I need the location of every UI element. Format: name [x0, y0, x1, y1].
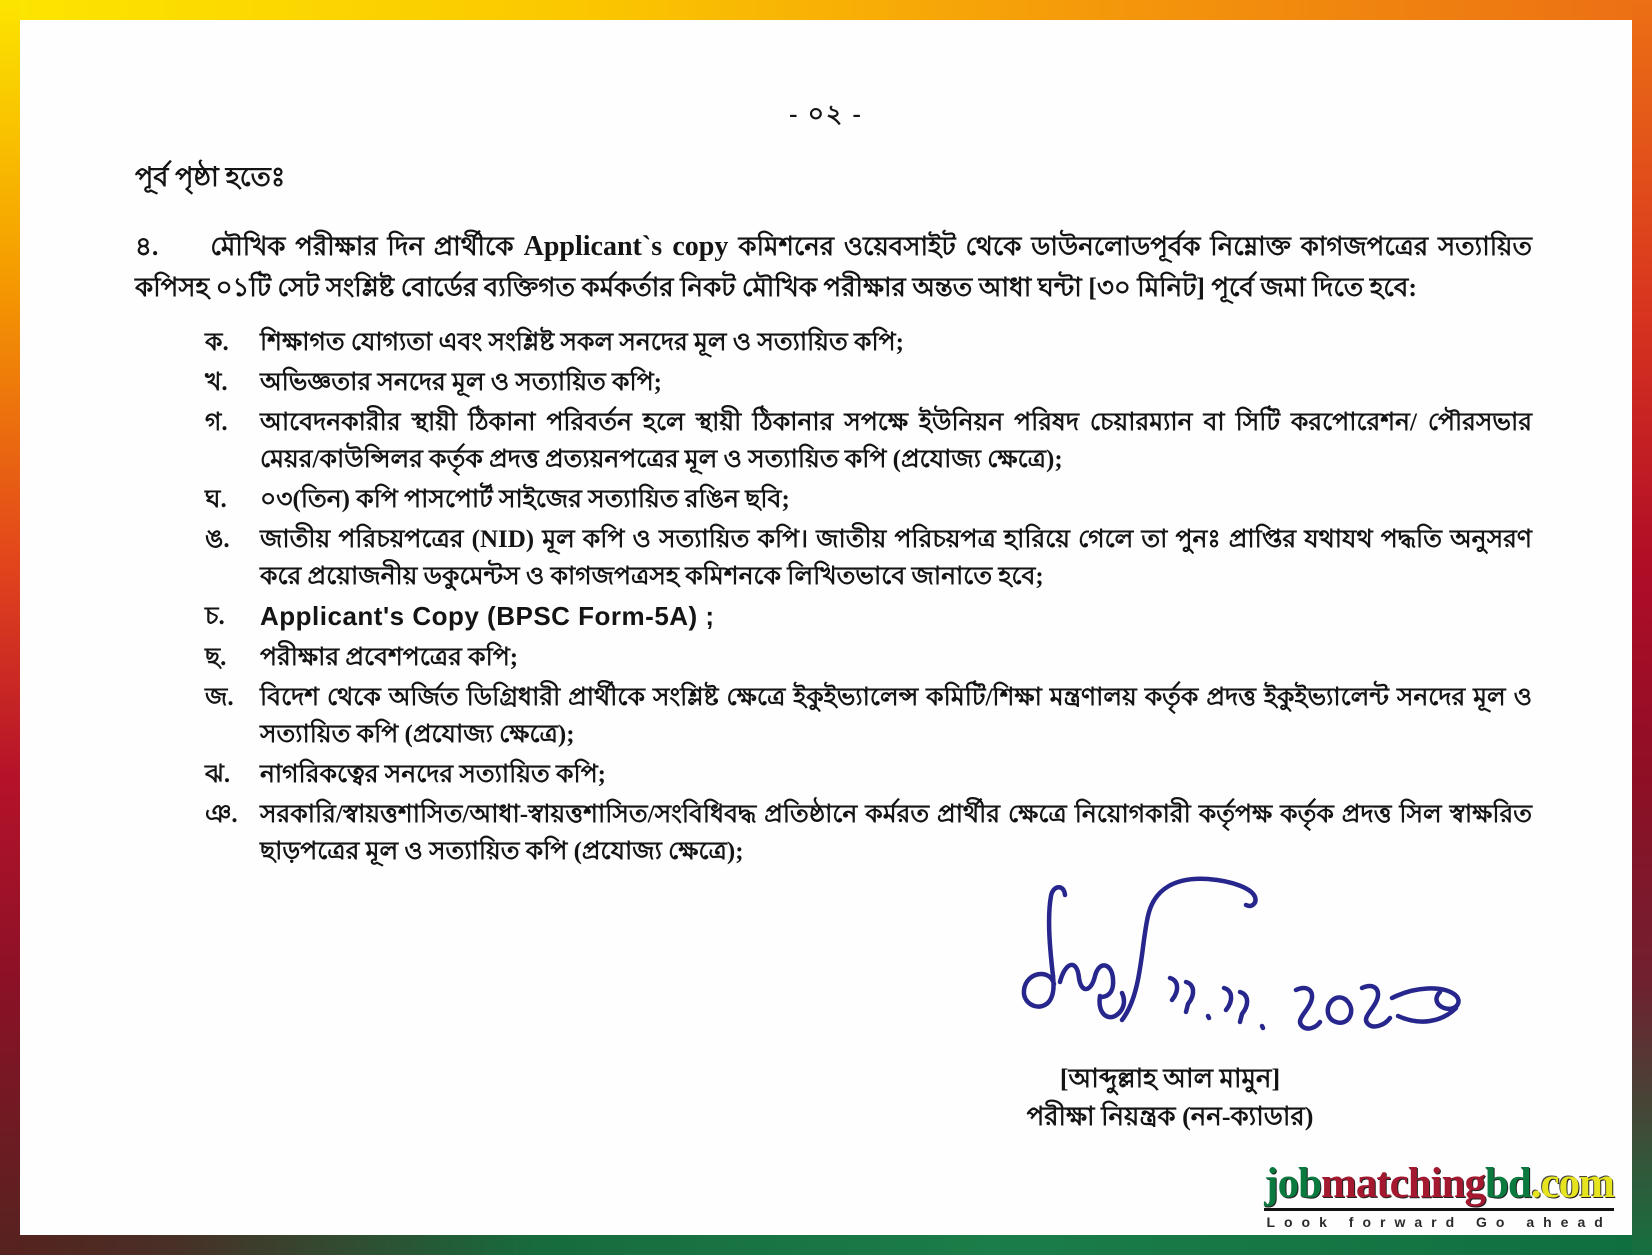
item-label: চ.	[205, 603, 225, 630]
item-label: ঙ.	[205, 526, 230, 553]
signatory-name: [আব্দুল্লাহ আল মামুন]	[1059, 1064, 1281, 1093]
item-label: ঘ.	[205, 486, 227, 513]
item-text: নাগরিকত্বের সনদের সত্যায়িত কপি;	[260, 761, 606, 788]
checklist-item	[135, 679, 1532, 753]
item-text: আবেদনকারীর স্থায়ী ঠিকানা পরিবর্তন হলে স্থায়ী ঠিকানার সপক্ষে ইউনিয়ন পরিষদ চেয়ারম্যান বা সিটি করপোরেশন/ পৌরসভার মেয়র/কাউন্সিলর কর্তৃক প্রদত্ত প্রত্যয়নপত্রের মূল ও সত্যায়িত কপি (প্রযোজ্য ক্ষেত্রে);	[260, 409, 1532, 473]
section-number: ৪.	[135, 232, 159, 261]
border-right-gradient	[1632, 0, 1652, 1255]
checklist-item	[135, 404, 1532, 478]
item-label: গ.	[205, 409, 228, 436]
item-text: অভিজ্ঞতার সনদের মূল ও সত্যায়িত কপি;	[260, 369, 662, 396]
border-bottom-gradient	[20, 1235, 1632, 1255]
checklist-item	[135, 639, 1532, 676]
checklist-item	[135, 756, 1532, 793]
checklist-item	[135, 324, 1532, 361]
watermark-tagline: Look forward Go ahead	[1266, 1214, 1612, 1230]
item-label: জ.	[205, 684, 234, 711]
item-label: ক.	[205, 329, 229, 356]
border-top-gradient	[20, 0, 1632, 20]
section-text-english: Applicant`s copy	[523, 231, 729, 262]
logo-part-matching: matching	[1321, 1160, 1485, 1207]
item-text: ০৩(তিন) কপি পাসপোর্ট সাইজের সত্যায়িত রঙিন ছবি;	[260, 486, 790, 513]
document-checklist	[135, 324, 1532, 870]
item-label: ঝ.	[205, 761, 231, 788]
watermark-logo-text	[1264, 1162, 1614, 1211]
item-text: পরীক্ষার প্রবেশপত্রের কপি;	[260, 644, 519, 671]
item-text: শিক্ষাগত যোগ্যতা এবং সংশ্লিষ্ট সকল সনদের মূল ও সত্যায়িত কপি;	[260, 329, 904, 356]
border-left-gradient	[0, 0, 20, 1255]
checklist-item	[135, 598, 1532, 636]
signatory-title: পরীক্ষা নিয়ন্ত্রক (নন-ক্যাডার)	[1026, 1102, 1314, 1131]
item-label: খ.	[205, 369, 228, 396]
checklist-item	[135, 521, 1532, 595]
signature-block	[970, 860, 1490, 1131]
logo-part-job: job	[1264, 1160, 1321, 1207]
checklist-item	[135, 481, 1532, 518]
item-label: ঞ.	[205, 801, 238, 828]
document-page	[20, 20, 1632, 1235]
item-text: বিদেশ থেকে অর্জিত ডিগ্রিধারী প্রার্থীকে সংশ্লিষ্ট ক্ষেত্রে ইকুইভ্যালেন্স কমিটি/শিক্ষা মন্ত্রণালয় কর্তৃক প্রদত্ত ইকুইভ্যালেন্ট সনদের মূল ও সত্যায়িত কপি (প্রযোজ্য ক্ষেত্রে);	[260, 684, 1532, 748]
section-text-bn-1: মৌখিক পরীক্ষার দিন প্রার্থীকে	[210, 232, 514, 261]
checklist-item	[135, 796, 1532, 870]
logo-part-bd: bd	[1485, 1160, 1531, 1207]
logo-part-com: .com	[1530, 1160, 1614, 1207]
item-text: সরকারি/স্বায়ত্তশাসিত/আধা-স্বায়ত্তশাসিত/সংবিধিবদ্ধ প্রতিষ্ঠানে কর্মরত প্রার্থীর ক্ষেত্রে নিয়োগকারী কর্তৃপক্ষ কর্তৃক প্রদত্ত সিল স্বাক্ষরিত ছাড়পত্রের মূল ও সত্যায়িত কপি (প্রযোজ্য ক্ষেত্রে);	[260, 801, 1532, 865]
handwritten-signature	[1000, 870, 1480, 1045]
item-text: জাতীয় পরিচয়পত্রের (NID) মূল কপি ও সত্যায়িত কপি। জাতীয় পরিচয়পত্র হারিয়ে গেলে তা পুনঃ প্রাপ্তির যথাযথ পদ্ধতি অনুসরণ করে প্রয়োজনীয় ডকুমেন্টস ও কাগজপত্রসহ কমিশনকে লিখিতভাবে জানাতে হবে;	[260, 526, 1532, 590]
item-text: Applicant's Copy (BPSC Form-5A) ;	[260, 601, 715, 631]
section-text-bn-2: কমিশনের ওয়েবসাইট থেকে ডাউনলোডপূর্বক নিম্নোক্ত কাগজপত্রের সত্যায়িত কপিসহ ০১টি সেট সংশ্লিষ্ট বোর্ডের ব্যক্তিগত কর্মকর্তার নিকট মৌখিক পরীক্ষার অন্তত আধা ঘন্টা [৩০ মিনিট] পূর্বে জমা দিতে হবে:	[135, 232, 1532, 302]
item-label: ছ.	[205, 644, 227, 671]
checklist-item	[135, 364, 1532, 401]
watermark-logo	[1264, 1162, 1614, 1229]
page-number: - ০২ -	[789, 101, 863, 128]
section-4-paragraph	[135, 226, 1532, 308]
continuation-header: পূর্ব পৃষ্ঠা হতেঃ	[135, 162, 286, 192]
